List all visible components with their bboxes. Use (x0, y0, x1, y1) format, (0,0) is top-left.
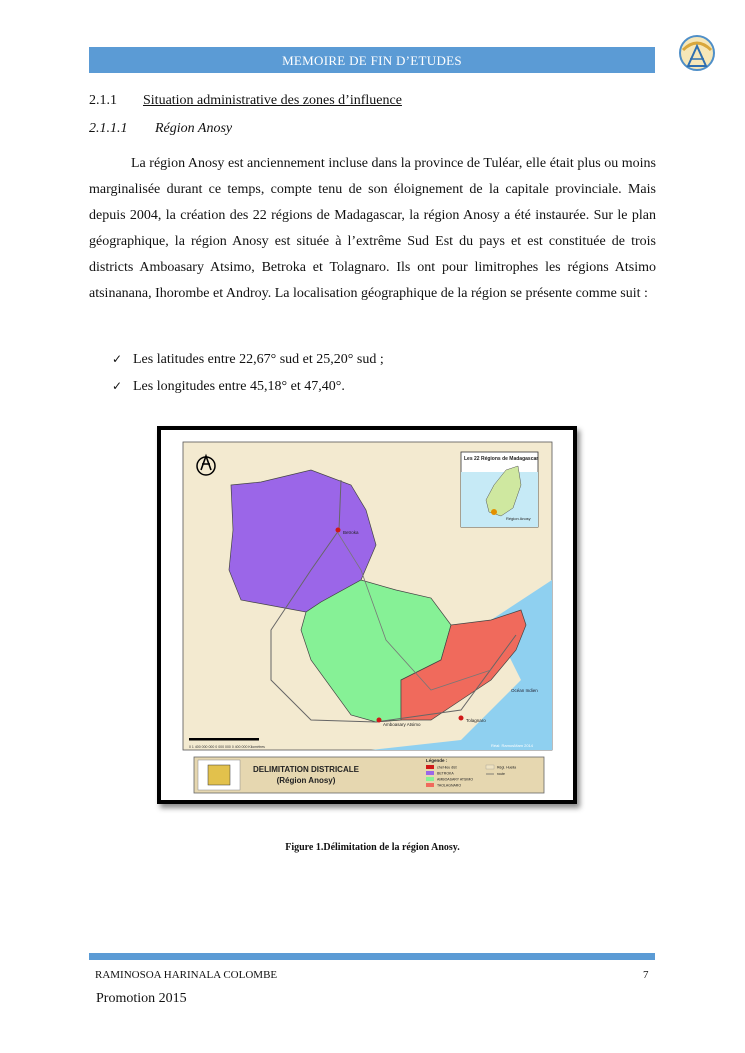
checkmark-icon: ✓ (112, 379, 123, 393)
legend-item: chef-lieu dist (437, 765, 457, 770)
legend-item: route (497, 772, 505, 776)
page-number: 7 (643, 969, 649, 981)
header-banner (89, 47, 655, 73)
paragraph-text: La région Anosy est anciennement incluse dans la province de Tuléar, elle était plus ou moins marginalisée durant ce temps, compte tenu de son éloignement de la capitale provinciale. Mais depuis 2004, la création des 22 régions de Madagascar, la région Anosy a été instaurée. Sur le plan géographique, la région Anosy est située à l’extrême Sud Est du pays et est constituée de trois districts Amboasary Atsimo, Betroka et Tolagnaro. Ils ont pour limitrophes les régions Atsimo atsinanana, Ihorombe et Androy. La localisation géographique de la région se présente comme suit : (89, 156, 656, 301)
inset-highlight (491, 509, 497, 515)
town-label: Amboasary Atsimo (383, 722, 421, 727)
town-betroka-icon (336, 528, 341, 533)
footer-divider (89, 953, 655, 960)
legend-item: Régi. Huelia (497, 765, 517, 770)
header-title: MEMOIRE DE FIN D’ETUDES (282, 53, 462, 68)
checkmark-icon: ✓ (112, 352, 123, 366)
school-logo-icon (675, 34, 719, 74)
subsection-number: 2.1.1.1 (89, 121, 128, 136)
map-title-line1: DELIMITATION DISTRICALE (253, 765, 359, 774)
figure-caption: Figure 1.Délimitation de la région Anosy. (285, 842, 460, 853)
map-title-line2: (Région Anosy) (276, 776, 336, 785)
legend-item: TAOLAGNARO (437, 783, 462, 788)
map-figure (157, 426, 577, 804)
anosy-map (161, 430, 573, 800)
legend-title: Légende : (426, 758, 448, 763)
section-number: 2.1.1 (89, 93, 117, 108)
inset-label: Région Anosy (506, 516, 531, 521)
section-title: Situation administrative des zones d’influence (143, 93, 402, 108)
town-tolagnaro-icon (459, 716, 464, 721)
bullet-text: Les latitudes entre 22,67° sud et 25,20° sud ; (133, 352, 384, 367)
legend-item: BETROKA (437, 771, 454, 776)
ocean-label: Océan Indien (511, 688, 538, 693)
scale-bar (189, 738, 259, 741)
body-paragraph (89, 151, 656, 307)
scale-text: 0 1 400 000 000 0 000 000 0 400 000 Kilomètres (189, 745, 265, 749)
subsection-title: Région Anosy (155, 121, 233, 136)
legend-item: AMBOASARY ATSIMO (437, 777, 473, 782)
town-amboasary-icon (377, 718, 382, 723)
town-label: Betroka (343, 530, 359, 535)
footer-author: RAMINOSOA HARINALA COLOMBE (95, 969, 278, 981)
footer-promotion: Promotion 2015 (96, 991, 187, 1006)
source-label: Réal: RamosMam 2014 (491, 743, 534, 748)
map-title-block (194, 757, 544, 793)
town-label: Tolagnaro (466, 718, 486, 723)
inset-title: Les 22 Régions de Madagascar (464, 456, 539, 462)
bullet-text: Les longitudes entre 45,18° et 47,40°. (133, 379, 345, 394)
